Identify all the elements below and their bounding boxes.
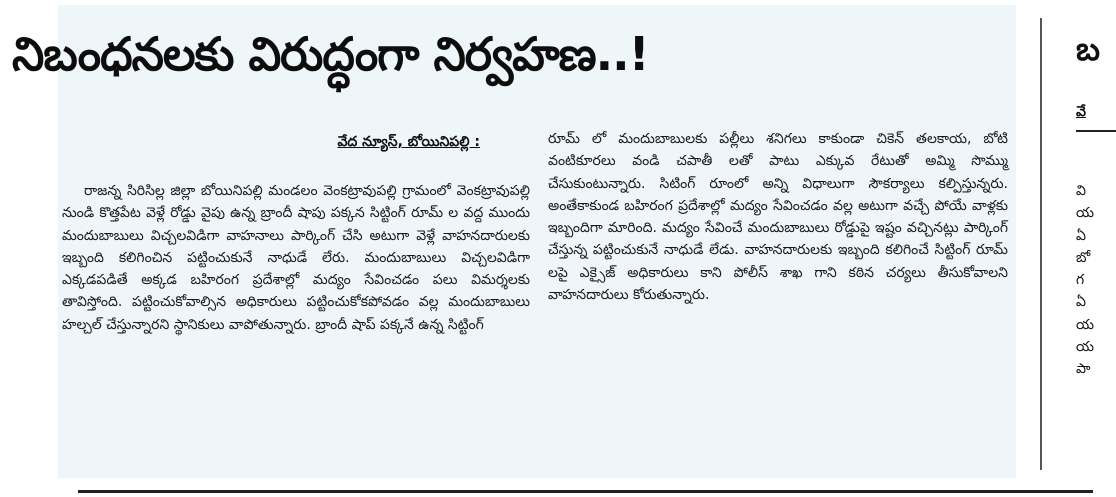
adjacent-article-headline: బ	[1076, 30, 1101, 68]
adjacent-line: య	[1076, 316, 1095, 333]
adjacent-line: య	[1076, 205, 1095, 222]
adjacent-article-body	[1076, 180, 1094, 381]
adjacent-line: వి	[1076, 183, 1086, 199]
article-byline: వేద న్యూస్, బోయినిపల్లి :	[337, 134, 480, 150]
column-divider	[1040, 18, 1042, 470]
adjacent-line: య	[1076, 339, 1095, 356]
article-column-2: రూమ్ లో మందుబాబులకు పల్లీలు శనిగలు కాకుండా చికెన్ తలకాయ, బోటి వంటికూరలు వండి చపాతీ లతో పాటు ఎక్కువ రేటుతో అమ్మి సొమ్ము చేసుకుంటున్నారు. సిటింగ్ రూంలో అన్ని విధాలుగా సౌకర్యాలు కల్పిస్తున్నరు. అంతేకాకుండ బహిరంగ ప్రదేశాల్లో మద్యం సేవించడం వల్ల అటుగా వచ్చే పోయే వాళ్లకు ఇబ్బందిగా మారింది. మద్యం సేవించే మందుబాబులు రోడ్డుపై ఇష్టం వచ్చినట్లు పార్కింగ్ చేస్తున్న పట్టించుకునే నాధుడే లేడు. వాహనదారులకు ఇబ్బంది కలిగించే సిట్టింగ్ రూమ్ లపై ఎక్సైజ్ అధికారులు కాని పోలీస్ శాఖ గాని కఠిన చర్యలు తీసుకోవాలని వాహనదారులు కోరుతున్నారు.	[548, 131, 1008, 304]
adjacent-line: గ	[1076, 272, 1085, 289]
adjacent-line: ఏ	[1076, 227, 1086, 244]
article-headline: నిబంధనలకు విరుద్ధంగా నిర్వహణ..!	[12, 27, 649, 81]
adjacent-article-fragment	[1062, 0, 1101, 480]
article-column-1: రాజన్న సిరిసిల్ల జిల్లా బోయినిపల్లి మండలం వెంకట్రావుపల్లి గ్రామంలో వెంకట్రావుపల్లి నుండి కొత్తపేట వెళ్లే రోడ్డు వైపు ఉన్న బ్రాందీ షాపు పక్కన సిట్టింగ్ రూమ్ ల వద్ద ముందు మందుబాబులు విచ్చలవిడిగా వాహనాలు పార్కింగ్ చేసి అటుగా వెళ్లే వాహనదారులకు ఇబ్బంది కలిగించిన పట్టించుకునే నాధుడే లేరు. మందుబాబులు విచ్చలవిడిగా ఎక్కడపడితే అక్కడ బహిరంగ ప్రదేశాల్లో మద్యం సేవించడం పలు విమర్శలకు తావిస్తోంది. పట్టించుకోవాల్సిన అధికారులు పట్టించుకోకపోవడం వల్ల మందుబాబులు హల్చల్ చేస్తున్నారని స్థానికులు వాపోతున్నారు. బ్రాందీ షాప్ పక్కనే ఉన్న సిట్టింగ్	[62, 183, 530, 333]
page-bottom-rule	[78, 490, 1093, 493]
adjacent-article-rule	[1076, 130, 1116, 132]
adjacent-article-byline: వే	[1076, 104, 1086, 120]
adjacent-line: ఏ	[1076, 294, 1086, 311]
adjacent-line: బో	[1076, 249, 1091, 266]
adjacent-line: పా	[1076, 361, 1091, 378]
